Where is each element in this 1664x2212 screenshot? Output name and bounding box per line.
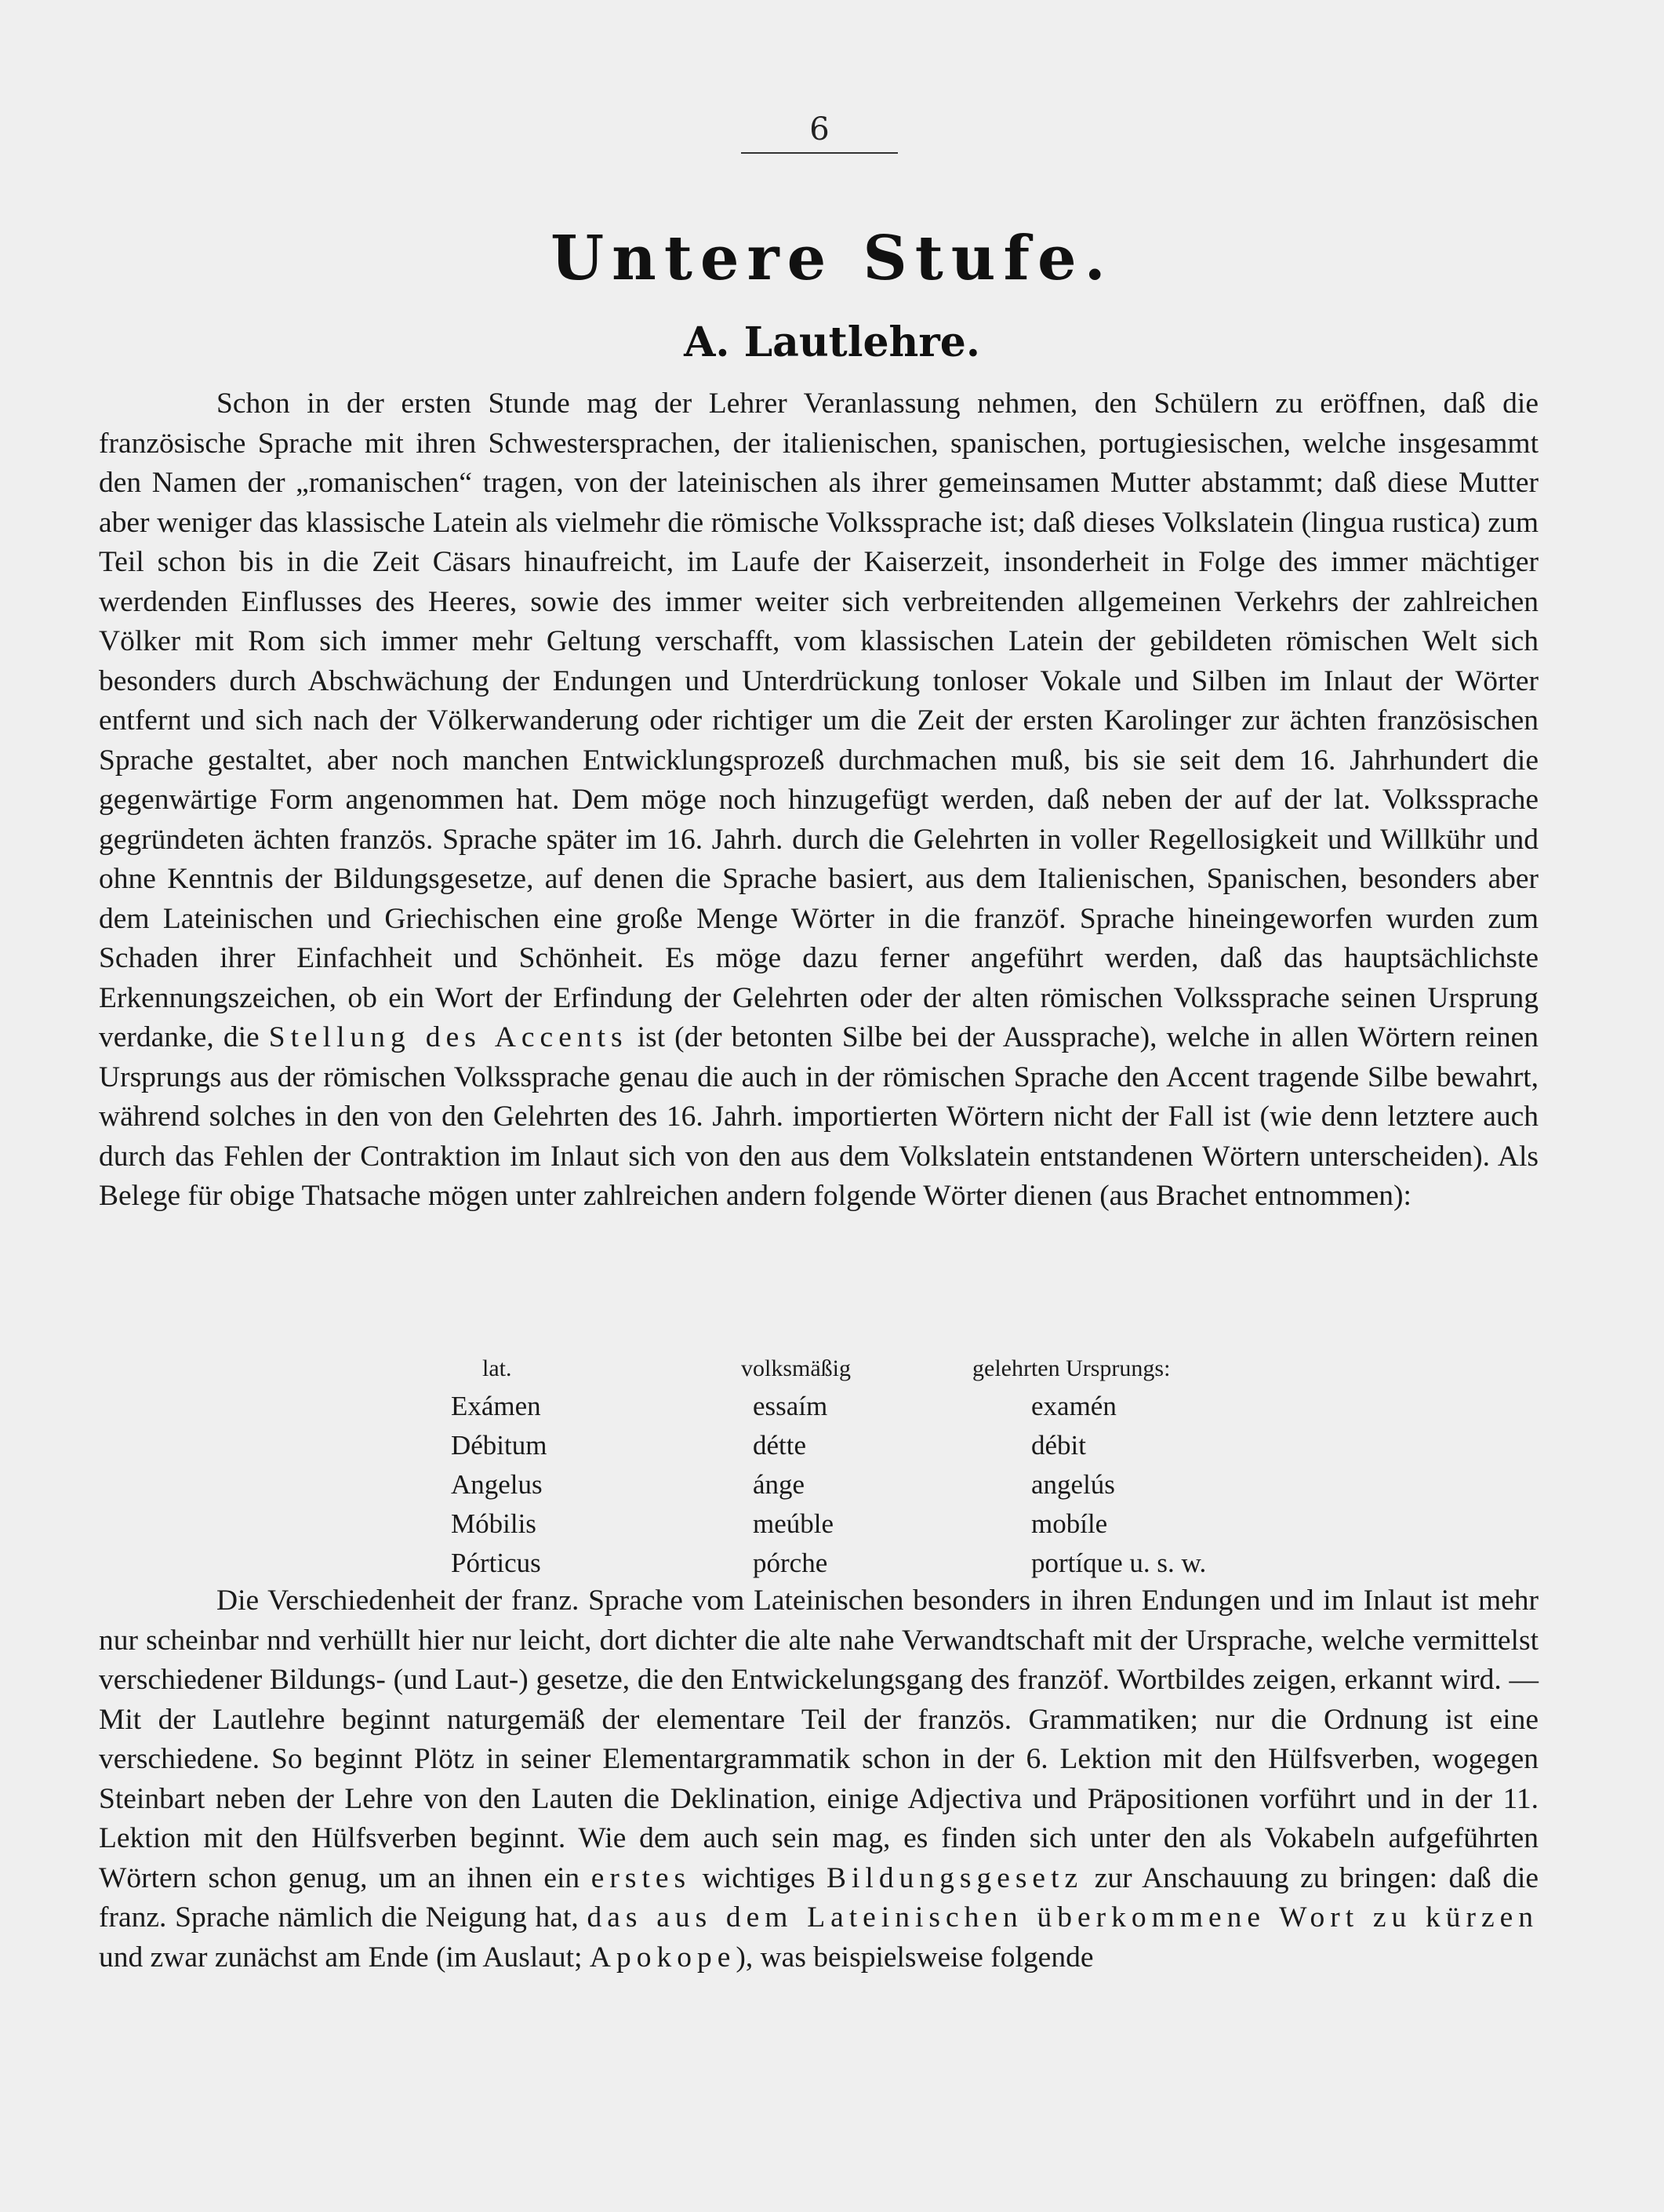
table-row <box>451 1387 1313 1426</box>
spaced-term-law: Bildungsgesetz <box>827 1861 1084 1894</box>
table-cell-popular: essaím <box>753 1391 828 1421</box>
word-examples-table <box>451 1349 1313 1583</box>
spaced-term-first: erstes <box>590 1861 692 1894</box>
table-cell-popular: pórche <box>753 1548 828 1578</box>
table-cell-latin: Débitum <box>451 1430 547 1461</box>
table-row <box>451 1465 1313 1504</box>
page-number: 6 <box>809 111 830 147</box>
intro-text-a: Schon in der ersten Stunde mag der Lehrer Veranlassung nehmen, den Schülern zu eröffnen, daß die französische Sprache mit ihren Schwestersprachen, der italienischen, spanischen, portugiesischen, welche insgesammt den Namen der „romanischen“ tragen, von der lateinischen als ihrer gemeinsamen Mutter abstammt; daß diese Mutter aber weniger das klassische Latein als vielmehr die römische Volkssprache ist; daß dieses Volkslatein (lingua rustica) zum Teil schon bis in die Zeit Cäsars hinaufreicht, im Laufe der Kaiserzeit, insonderheit in Folge des immer mächtiger werdenden Einflusses des Heeres, sowie des immer weiter sich verbreitenden allgemeinen Verkehrs der zahlreichen Völker mit Rom sich immer mehr Geltung verschafft, vom klassischen Latein der gebildeten römischen Welt sich besonders durch Abschwächung der Endungen und Unterdrückung tonloser Vokale und Silben im Inlaut der Wörter entfernt und sich nach der Völkerwanderung oder richtiger um die Zeit der ersten Karolinger zur ächten französischen Sprache gestaltet, aber noch manchen Entwicklungsprozeß durchmachen muß, bis sie seit dem 16. Jahrhundert die gegenwärtige Form angenommen hat. Dem möge noch hinzugefügt werden, daß neben der auf der lat. Volkssprache gegründeten ächten französ. Sprache später im 16. Jahrh. durch die Gelehrten in voller Regellosigkeit und Willkühr und ohne Kenntnis der Bildungsgesetze, auf denen die Sprache basiert, aus dem Italienischen, Spanischen, besonders aber dem Lateinischen und Griechischen eine große Menge Wörter in die franzöf. Sprache hineingeworfen wurden zum Schaden ihrer Einfachheit und Schönheit. Es möge dazu ferner angeführt werden, daß das hauptsächlichste Erkennungszeichen, ob ein Wort der Erfindung der Gelehrten oder der alten römischen Volkssprache seinen Ursprung verdanke, die <box>99 387 1539 1053</box>
table-cell-popular: ánge <box>753 1469 805 1500</box>
table-row <box>451 1544 1313 1583</box>
grammar-text-b: wichtiges <box>702 1861 816 1894</box>
intro-text-b: ist (der betonten Silbe bei der Aussprache), welche in allen Wörtern reinen Ursprungs aus der römischen Volkssprache genau die auch in der römischen Sprache den Accent tragende Silbe bewahrt, während solches in den von den Gelehrten des 16. Jahrh. importierten Wörtern nicht der Fall ist (wie denn letztere auch durch das Fehlen der Contraktion im Inlaut sich von den aus dem Volkslatein entstandenen Wörtern unterscheiden). Als Belege für obige Thatsache mögen unter zahlreichen andern folgende Wörter dienen (aus Brachet entnommen): <box>99 1021 1539 1212</box>
paragraph-grammar-text <box>99 1581 1539 1977</box>
table-cell-popular: détte <box>753 1430 807 1461</box>
table-cell-latin: Exámen <box>451 1391 541 1421</box>
table-header-popular: volksmäßig <box>741 1355 851 1381</box>
table-cell-learned: angelús <box>1031 1469 1115 1500</box>
table-header-row <box>451 1349 1313 1387</box>
table-row <box>451 1504 1313 1544</box>
spaced-term-shortening: das aus dem Lateinischen überkommene Wort zu kürzen <box>587 1901 1539 1934</box>
table-cell-learned: mobíle <box>1031 1508 1108 1539</box>
grammar-text-a: Die Verschiedenheit der franz. Sprache vom Lateinischen besonders in ihren Endungen und im Inlaut ist mehr nur scheinbar nnd verhüllt hier nur leicht, dort dichter die alte nahe Verwandtschaft mit der Ursprache, welche vermittelst verschiedener Bildungs- (und Laut-) gesetze, die den Entwickelungsgang des franzöf. Wortbildes zeigen, erkannt wird. — Mit der Lautlehre beginnt naturgemäß der elementare Teil der französ. Grammatiken; nur die Ordnung ist eine verschiedene. So beginnt Plötz in seiner Elementargrammatik schon in der 6. Lektion mit den Hülfsverben, wogegen Steinbart neben der Lehre von den Lauten die Deklination, einige Adjectiva und Präpositionen vorführt und in der 11. Lektion mit den Hülfsverben beginnt. Wie dem auch sein mag, es finden sich unter den als Vokabeln aufgeführten Wörtern schon genug, um an ihnen ein <box>99 1584 1539 1894</box>
table-row <box>451 1426 1313 1465</box>
table-cell-learned: examén <box>1031 1391 1117 1421</box>
table-cell-latin: Pórticus <box>451 1548 541 1578</box>
table-header-latin: lat. <box>482 1355 512 1381</box>
paragraph-intro-text <box>99 384 1539 1217</box>
table-header-learned: gelehrten Ursprungs: <box>972 1355 1171 1381</box>
paragraph-grammar <box>99 1581 1539 1977</box>
grammar-text-c: zur Anschauung zu bringen: daß die franz. Sprache nämlich die Neigung hat, <box>99 1861 1539 1934</box>
spaced-term-accent: Stellung des Accents <box>268 1021 628 1053</box>
chapter-title: Untere Stufe. <box>550 223 1114 294</box>
section-title: A. Lautlehre. <box>684 318 980 366</box>
page-number-rule <box>741 152 898 154</box>
table-cell-latin: Angelus <box>451 1469 543 1500</box>
table-cell-learned: portíque u. s. w. <box>1031 1548 1207 1578</box>
grammar-text-e: ), was beispielsweise folgende <box>736 1941 1094 1974</box>
paragraph-intro <box>99 384 1539 1217</box>
table-cell-learned: débit <box>1031 1430 1086 1461</box>
table-cell-latin: Móbilis <box>451 1508 536 1539</box>
spaced-term-apocope: Apokope <box>589 1941 736 1974</box>
grammar-text-d: und zwar zunächst am Ende (im Auslaut; <box>99 1941 583 1974</box>
table-cell-popular: meúble <box>753 1508 834 1539</box>
